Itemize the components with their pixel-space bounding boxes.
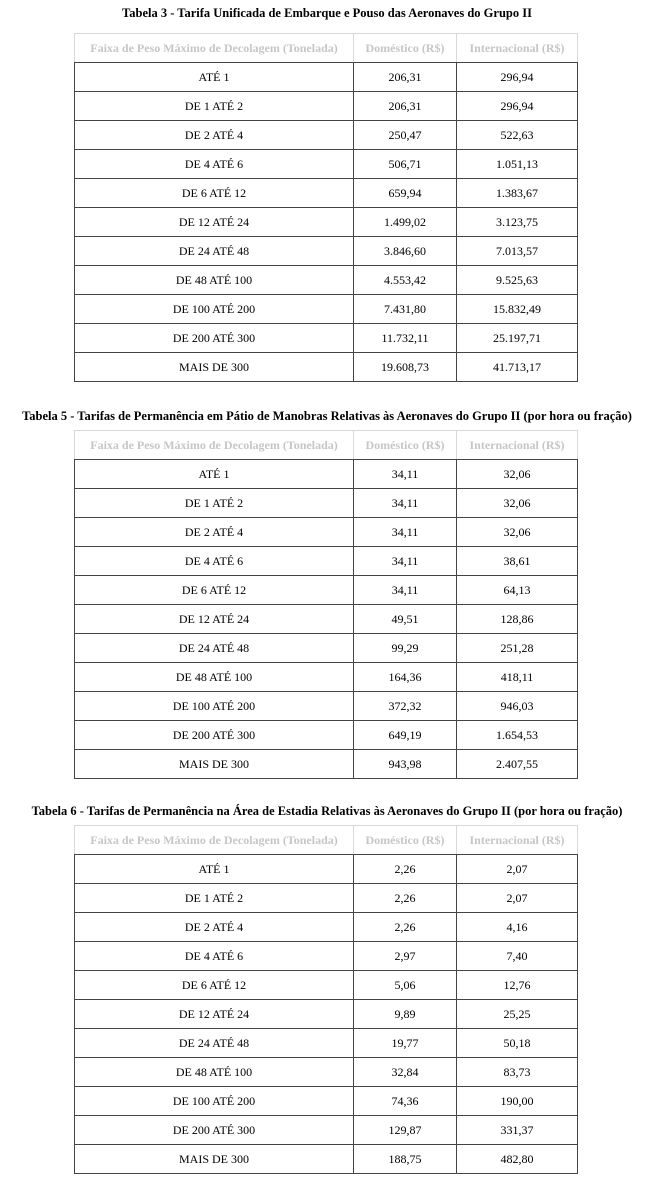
table-row (75, 884, 578, 913)
international-fee-cell: 296,94 (457, 63, 578, 92)
table-row (75, 266, 578, 295)
domestic-fee-cell: 34,11 (354, 576, 457, 605)
table-row (75, 663, 578, 692)
domestic-fee-cell: 5,06 (354, 971, 457, 1000)
weight-range-cell: MAIS DE 300 (75, 353, 354, 382)
domestic-fee-cell: 34,11 (354, 547, 457, 576)
international-fee-cell: 12,76 (457, 971, 578, 1000)
table-header-row (75, 34, 578, 63)
header-domestic: Doméstico (R$) (354, 34, 457, 63)
domestic-fee-cell: 49,51 (354, 605, 457, 634)
table-row (75, 971, 578, 1000)
domestic-fee-cell: 4.553,42 (354, 266, 457, 295)
domestic-fee-cell: 206,31 (354, 63, 457, 92)
domestic-fee-cell: 2,26 (354, 855, 457, 884)
domestic-fee-cell: 19,77 (354, 1029, 457, 1058)
table-row (75, 634, 578, 663)
table-row (75, 63, 578, 92)
table-5-title: Tabela 5 - Tarifas de Permanência em Pátio de Manobras Relativas às Aeronaves do Grupo II (por hora ou fração) (22, 409, 632, 423)
weight-range-cell: DE 2 ATÉ 4 (75, 121, 354, 150)
international-fee-cell: 946,03 (457, 692, 578, 721)
domestic-fee-cell: 649,19 (354, 721, 457, 750)
international-fee-cell: 32,06 (457, 460, 578, 489)
weight-range-cell: DE 12 ATÉ 24 (75, 605, 354, 634)
table-row (75, 1145, 578, 1174)
domestic-fee-cell: 1.499,02 (354, 208, 457, 237)
table-row (75, 353, 578, 382)
international-fee-cell: 32,06 (457, 489, 578, 518)
weight-range-cell: DE 1 ATÉ 2 (75, 92, 354, 121)
table-row (75, 489, 578, 518)
table-header-row (75, 826, 578, 855)
weight-range-cell: DE 200 ATÉ 300 (75, 721, 354, 750)
domestic-fee-cell: 7.431,80 (354, 295, 457, 324)
weight-range-cell: DE 48 ATÉ 100 (75, 266, 354, 295)
weight-range-cell: DE 48 ATÉ 100 (75, 1058, 354, 1087)
weight-range-cell: DE 2 ATÉ 4 (75, 518, 354, 547)
weight-range-cell: DE 6 ATÉ 12 (75, 971, 354, 1000)
international-fee-cell: 7,40 (457, 942, 578, 971)
international-fee-cell: 418,11 (457, 663, 578, 692)
domestic-fee-cell: 129,87 (354, 1116, 457, 1145)
international-fee-cell: 251,28 (457, 634, 578, 663)
weight-range-cell: DE 4 ATÉ 6 (75, 150, 354, 179)
domestic-fee-cell: 206,31 (354, 92, 457, 121)
table-row (75, 121, 578, 150)
table-6 (74, 825, 578, 1174)
weight-range-cell: ATÉ 1 (75, 63, 354, 92)
header-international: Internacional (R$) (457, 431, 578, 460)
weight-range-cell: DE 12 ATÉ 24 (75, 208, 354, 237)
header-international: Internacional (R$) (457, 826, 578, 855)
domestic-fee-cell: 9,89 (354, 1000, 457, 1029)
domestic-fee-cell: 372,32 (354, 692, 457, 721)
table-row (75, 547, 578, 576)
table-row (75, 855, 578, 884)
table-5 (74, 430, 578, 779)
table-5-block (0, 382, 654, 779)
table-row (75, 605, 578, 634)
international-fee-cell: 1.051,13 (457, 150, 578, 179)
table-row (75, 1116, 578, 1145)
domestic-fee-cell: 34,11 (354, 518, 457, 547)
header-weight-range: Faixa de Peso Máximo de Decolagem (Tonelada) (75, 34, 354, 63)
domestic-fee-cell: 164,36 (354, 663, 457, 692)
international-fee-cell: 83,73 (457, 1058, 578, 1087)
domestic-fee-cell: 99,29 (354, 634, 457, 663)
table-6-block (0, 779, 654, 1174)
domestic-fee-cell: 659,94 (354, 179, 457, 208)
weight-range-cell: MAIS DE 300 (75, 750, 354, 779)
table-header-row (75, 431, 578, 460)
international-fee-cell: 25,25 (457, 1000, 578, 1029)
domestic-fee-cell: 506,71 (354, 150, 457, 179)
weight-range-cell: DE 100 ATÉ 200 (75, 295, 354, 324)
table-6-title: Tabela 6 - Tarifas de Permanência na Área de Estadia Relativas às Aeronaves do Grupo II (por hora ou fração) (31, 804, 623, 818)
international-fee-cell: 482,80 (457, 1145, 578, 1174)
international-fee-cell: 32,06 (457, 518, 578, 547)
table-row (75, 460, 578, 489)
weight-range-cell: ATÉ 1 (75, 855, 354, 884)
international-fee-cell: 38,61 (457, 547, 578, 576)
domestic-fee-cell: 250,47 (354, 121, 457, 150)
table-row (75, 692, 578, 721)
international-fee-cell: 2,07 (457, 884, 578, 913)
table-row (75, 1000, 578, 1029)
table-row (75, 208, 578, 237)
weight-range-cell: DE 100 ATÉ 200 (75, 1087, 354, 1116)
weight-range-cell: MAIS DE 300 (75, 1145, 354, 1174)
international-fee-cell: 7.013,57 (457, 237, 578, 266)
international-fee-cell: 64,13 (457, 576, 578, 605)
international-fee-cell: 128,86 (457, 605, 578, 634)
table-row (75, 721, 578, 750)
international-fee-cell: 1.654,53 (457, 721, 578, 750)
table-3-block (0, 0, 654, 382)
domestic-fee-cell: 32,84 (354, 1058, 457, 1087)
weight-range-cell: DE 6 ATÉ 12 (75, 576, 354, 605)
weight-range-cell: DE 100 ATÉ 200 (75, 692, 354, 721)
table-row (75, 150, 578, 179)
weight-range-cell: DE 48 ATÉ 100 (75, 663, 354, 692)
international-fee-cell: 9.525,63 (457, 266, 578, 295)
weight-range-cell: DE 24 ATÉ 48 (75, 237, 354, 266)
domestic-fee-cell: 19.608,73 (354, 353, 457, 382)
table-row (75, 913, 578, 942)
table-row (75, 324, 578, 353)
table-3 (74, 33, 578, 382)
domestic-fee-cell: 188,75 (354, 1145, 457, 1174)
table-row (75, 295, 578, 324)
international-fee-cell: 296,94 (457, 92, 578, 121)
international-fee-cell: 41.713,17 (457, 353, 578, 382)
domestic-fee-cell: 943,98 (354, 750, 457, 779)
header-domestic: Doméstico (R$) (354, 431, 457, 460)
table-row (75, 942, 578, 971)
header-weight-range: Faixa de Peso Máximo de Decolagem (Tonelada) (75, 431, 354, 460)
domestic-fee-cell: 34,11 (354, 489, 457, 518)
international-fee-cell: 15.832,49 (457, 295, 578, 324)
international-fee-cell: 522,63 (457, 121, 578, 150)
weight-range-cell: DE 4 ATÉ 6 (75, 942, 354, 971)
international-fee-cell: 1.383,67 (457, 179, 578, 208)
weight-range-cell: DE 24 ATÉ 48 (75, 634, 354, 663)
weight-range-cell: DE 6 ATÉ 12 (75, 179, 354, 208)
table-row (75, 1087, 578, 1116)
table-row (75, 237, 578, 266)
header-weight-range: Faixa de Peso Máximo de Decolagem (Tonelada) (75, 826, 354, 855)
weight-range-cell: DE 24 ATÉ 48 (75, 1029, 354, 1058)
weight-range-cell: DE 1 ATÉ 2 (75, 489, 354, 518)
weight-range-cell: DE 200 ATÉ 300 (75, 324, 354, 353)
domestic-fee-cell: 2,97 (354, 942, 457, 971)
domestic-fee-cell: 3.846,60 (354, 237, 457, 266)
table-row (75, 179, 578, 208)
domestic-fee-cell: 2,26 (354, 913, 457, 942)
domestic-fee-cell: 74,36 (354, 1087, 457, 1116)
international-fee-cell: 50,18 (457, 1029, 578, 1058)
international-fee-cell: 2,07 (457, 855, 578, 884)
international-fee-cell: 3.123,75 (457, 208, 578, 237)
weight-range-cell: ATÉ 1 (75, 460, 354, 489)
domestic-fee-cell: 2,26 (354, 884, 457, 913)
table-row (75, 92, 578, 121)
header-domestic: Doméstico (R$) (354, 826, 457, 855)
table-row (75, 750, 578, 779)
table-row (75, 1029, 578, 1058)
table-3-title: Tabela 3 - Tarifa Unificada de Embarque e Pouso das Aeronaves do Grupo II (122, 6, 532, 20)
international-fee-cell: 331,37 (457, 1116, 578, 1145)
weight-range-cell: DE 2 ATÉ 4 (75, 913, 354, 942)
weight-range-cell: DE 1 ATÉ 2 (75, 884, 354, 913)
domestic-fee-cell: 11.732,11 (354, 324, 457, 353)
table-row (75, 576, 578, 605)
domestic-fee-cell: 34,11 (354, 460, 457, 489)
header-international: Internacional (R$) (457, 34, 578, 63)
international-fee-cell: 25.197,71 (457, 324, 578, 353)
weight-range-cell: DE 200 ATÉ 300 (75, 1116, 354, 1145)
international-fee-cell: 2.407,55 (457, 750, 578, 779)
table-row (75, 518, 578, 547)
table-row (75, 1058, 578, 1087)
international-fee-cell: 190,00 (457, 1087, 578, 1116)
weight-range-cell: DE 12 ATÉ 24 (75, 1000, 354, 1029)
weight-range-cell: DE 4 ATÉ 6 (75, 547, 354, 576)
international-fee-cell: 4,16 (457, 913, 578, 942)
